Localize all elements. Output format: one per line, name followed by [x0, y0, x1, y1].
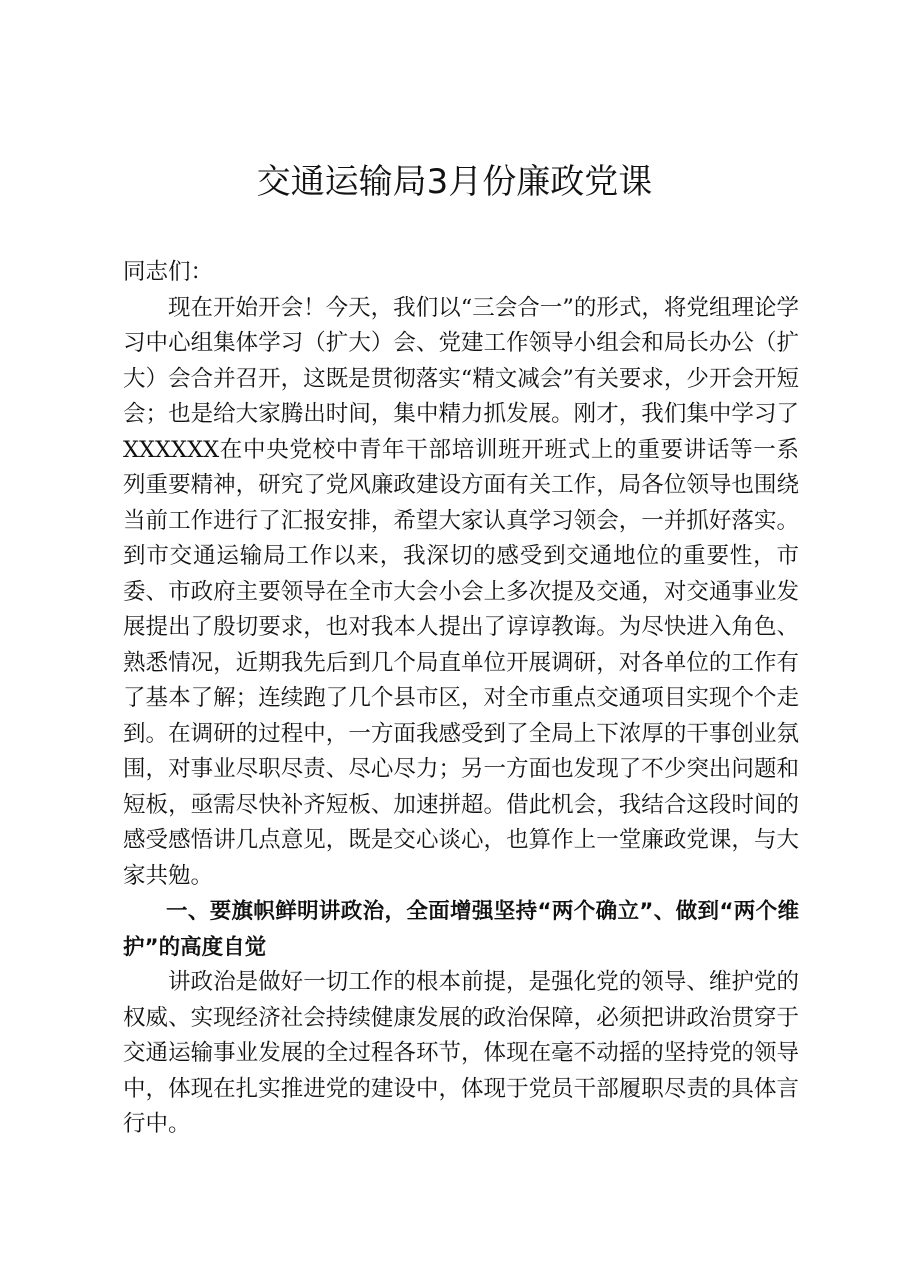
section-paragraph: 讲政治是做好一切工作的根本前提，是强化党的领导、维护党的权威、实现经济社会持续健康发展的政治保障，必须把讲政治贯穿于交通运输事业发展的全过程各环节，体现在毫不动摇的坚持党的领导中，体现在扎实推进党的建设中，体现于党员干部履职尽责的具体言行中。	[123, 969, 799, 1137]
salutation: 同志们：	[123, 259, 214, 285]
document-body	[123, 255, 799, 1143]
opening-paragraph: 现在开始开会！今天，我们以“三会合一”的形式，将党组理论学习中心组集体学习（扩大）会、党建工作领导小组会和局长办公（扩大）会合并召开，这既是贯彻落实“精文减会”有关要求，少开会开短会；也是给大家腾出时间，集中精力抓发展。刚才，我们集中学习了XXXXXX在中央党校中青年干部培训班开班式上的重要讲话等一系列重要精神，研究了党风廉政建设方面有关工作，局各位领导也围绕当前工作进行了汇报安排，希望大家认真学习领会，一并抓好落实。到市交通运输局工作以来，我深切的感受到交通地位的重要性，市委、市政府主要领导在全市大会小会上多次提及交通，对交通事业发展提出了殷切要求，也对我本人提出了谆谆教诲。为尽快进入角色、熟悉情况，近期我先后到几个局直单位开展调研，对各单位的工作有了基本了解；连续跑了几个县市区，对全市重点交通项目实现个个走到。在调研的过程中，一方面我感受到了全局上下浓厚的干事创业氛围，对事业尽职尽责、尽心尽力；另一方面也发现了不少突出问题和短板，亟需尽快补齐短板、加速拼超。借此机会，我结合这段时间的感受感悟讲几点意见，既是交心谈心，也算作上一堂廉政党课，与大家共勉。	[123, 294, 799, 889]
section-heading: 一、要旗帜鲜明讲政治，全面增强坚持“两个确立”、做到“两个维护”的高度自觉	[123, 899, 799, 960]
document-title: 交通运输局3月份廉政党课	[256, 162, 653, 202]
